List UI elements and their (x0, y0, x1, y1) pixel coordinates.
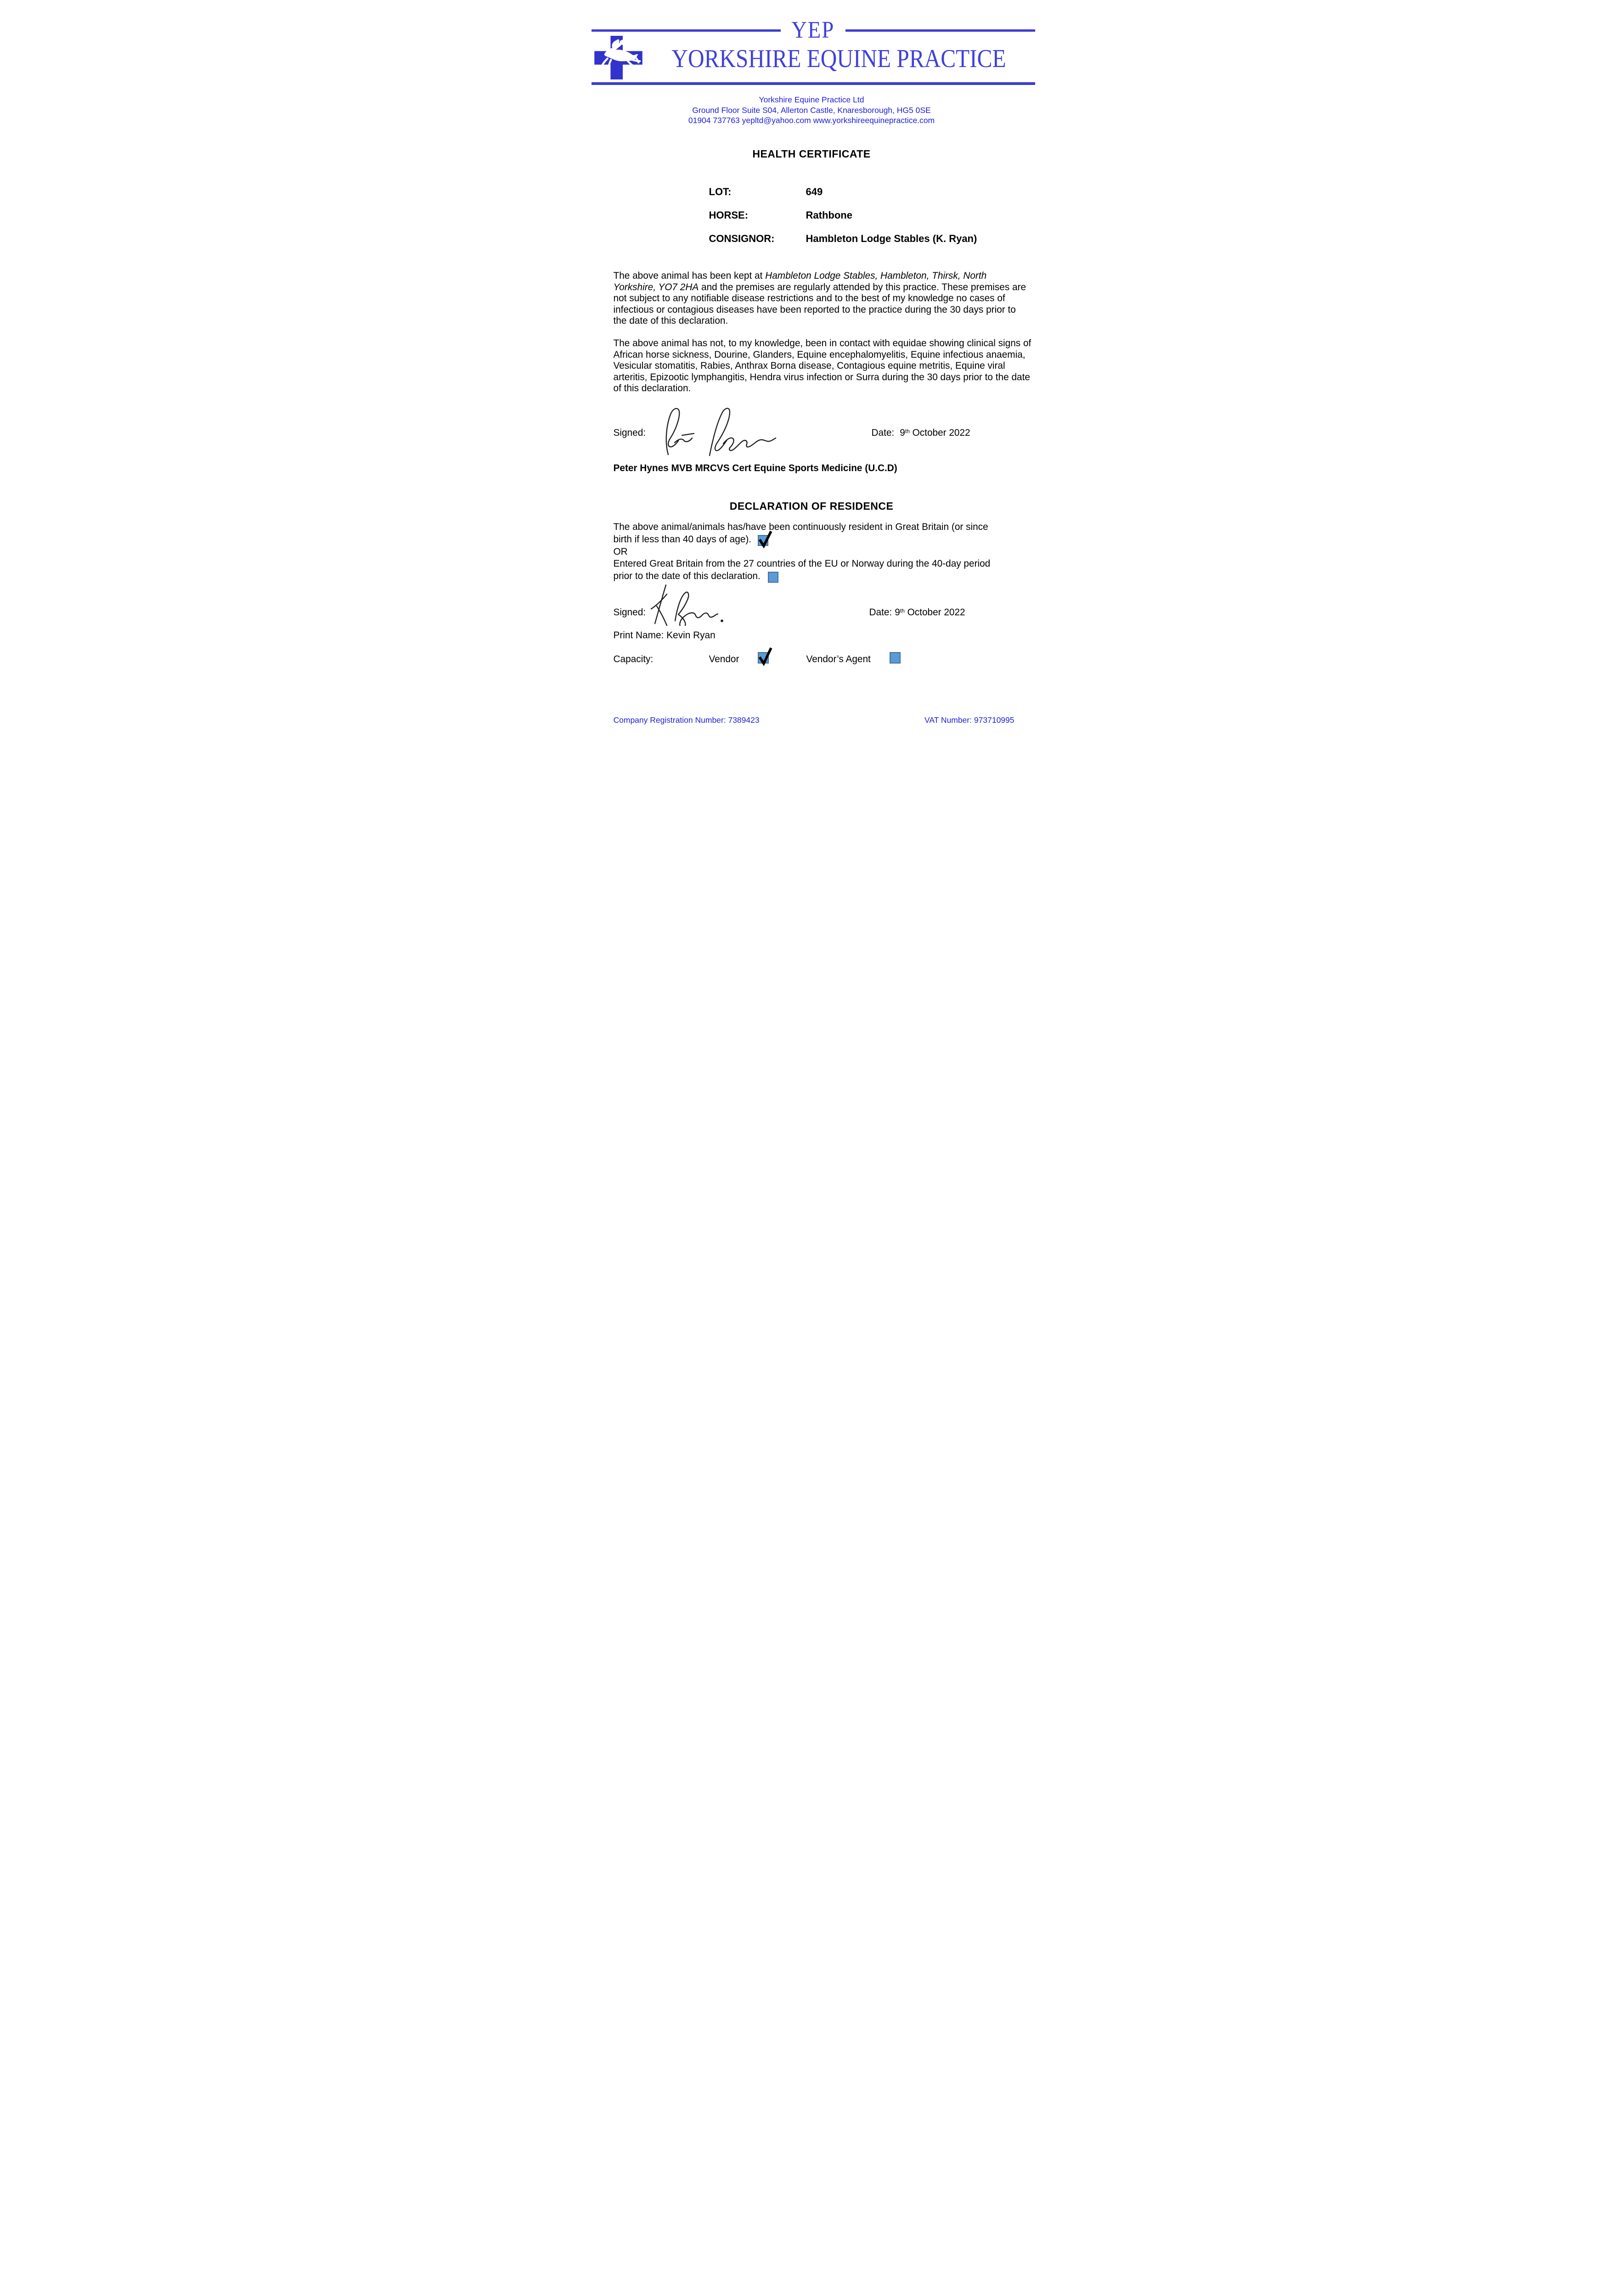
vendor-option-label: Vendor (709, 654, 739, 664)
vendors-agent-checkbox[interactable] (890, 652, 901, 664)
print-name-label: Print Name: (613, 630, 664, 641)
monogram-left-rule (592, 29, 781, 32)
vet-signatory-line: Peter Hynes MVB MRCVS Cert Equine Sports Medicine (U.C.D) (613, 463, 897, 473)
footer (614, 715, 1014, 725)
resident-option-line1: The above animal/animals has/have been continuously resident in Great Britain (or since (613, 522, 988, 532)
vet-date-day: 9 (900, 428, 905, 438)
owner-signature (642, 582, 727, 626)
kept-at-suffix: and the premises are regularly attended by this practice. These premises are not subject to any notifiable disease restrictions and to the best of my knowledge no cases of infectious or contagious diseases have been reported to the practice during the 30 days prior to the date of this declaration. (613, 281, 1026, 326)
monogram-right-rule (845, 29, 1035, 32)
consignor-value: Hambleton Lodge Stables (K. Ryan) (806, 233, 977, 244)
owner-date-ordinal: th (900, 608, 905, 614)
resident-option-line2 (614, 534, 1036, 546)
owner-date-label: Date: (869, 607, 892, 618)
entered-option-line2 (614, 570, 1036, 583)
certificate-details (709, 186, 977, 256)
owner-signed-label: Signed: (613, 607, 646, 618)
consignor-row (709, 233, 977, 245)
vet-date-label: Date: (871, 428, 895, 438)
horse-label: HORSE: (709, 209, 749, 221)
horse-value: Rathbone (806, 209, 852, 221)
practice-logo (594, 36, 642, 79)
contact-line: 01904 737763 yepltd@yahoo.com www.yorkshireequinepractice.com (688, 116, 935, 125)
health-certificate-page (552, 0, 1071, 735)
vet-signed-label: Signed: (613, 428, 646, 438)
or-label: OR (613, 546, 628, 557)
address-line: Ground Floor Suite S04, Allerton Castle, Knaresborough, HG5 0SE (692, 105, 931, 115)
kept-at-prefix: The above animal has been kept at (613, 270, 766, 281)
vet-date-rest: October 2022 (909, 428, 970, 438)
lot-label: LOT: (709, 186, 732, 197)
entered-checkbox[interactable] (768, 572, 778, 583)
contact-statement-paragraph: The above animal has not, to my knowledge, been in contact with equidae showing clinical signs of African horse sickness, Dourine, Glanders, Equine encephalomyelitis, Equine infectious anaemia, Vesicular stomatitis, Rabies, Anthrax Borna disease, Contagious equine metritis, Equine viral arteritis, Epizootic lymphangitis, Hendra virus infection or Surra during the 30 days prior to the date of this declaration. (613, 338, 1031, 394)
vet-date-line (872, 428, 970, 439)
resident-option-line2-text: birth if less than 40 days of age). (613, 534, 752, 545)
practice-name: YORKSHIRE EQUINE PRACTICE (671, 45, 1006, 73)
checkmark-icon (758, 529, 772, 548)
vet-signature (655, 406, 779, 456)
vendors-agent-option-label: Vendor’s Agent (806, 654, 871, 664)
vat-number: VAT Number: 973710995 (924, 715, 1014, 725)
document-title: HEALTH CERTIFICATE (752, 148, 871, 160)
declaration-title: DECLARATION OF RESIDENCE (729, 500, 894, 512)
kept-at-premises: Hambleton Lodge Stables, Hambleton, Thirsk, North Yorkshire, YO7 2HA (613, 270, 987, 293)
horse-row (709, 209, 977, 221)
company-registration-number: Company Registration Number: 7389423 (613, 715, 760, 725)
owner-date-day: 9 (895, 607, 900, 618)
header-rule (592, 82, 1035, 85)
lot-row (709, 186, 977, 198)
consignor-label: CONSIGNOR: (709, 233, 775, 244)
resident-checkbox[interactable] (758, 535, 768, 546)
practice-address-block (552, 95, 1071, 126)
company-line: Yorkshire Equine Practice Ltd (759, 95, 864, 104)
yep-monogram: YEP (791, 17, 835, 43)
entered-option-line2-text: prior to the date of this declaration. (613, 570, 761, 581)
checkmark-icon (758, 646, 772, 665)
kept-at-paragraph (614, 270, 1031, 327)
owner-date-rest: October 2022 (904, 607, 965, 618)
header-monogram-row (592, 17, 1035, 43)
capacity-label: Capacity: (613, 654, 654, 664)
vet-date-ordinal: th (905, 428, 910, 434)
residence-declaration-block (614, 521, 1036, 583)
print-name-line (614, 630, 716, 641)
print-name-value: Kevin Ryan (666, 630, 716, 641)
entered-option-line1: Entered Great Britain from the 27 countries of the EU or Norway during the 40-day period (613, 558, 991, 569)
vendor-checkbox[interactable] (758, 652, 769, 664)
owner-date-line (869, 607, 965, 618)
lot-value: 649 (806, 186, 823, 197)
